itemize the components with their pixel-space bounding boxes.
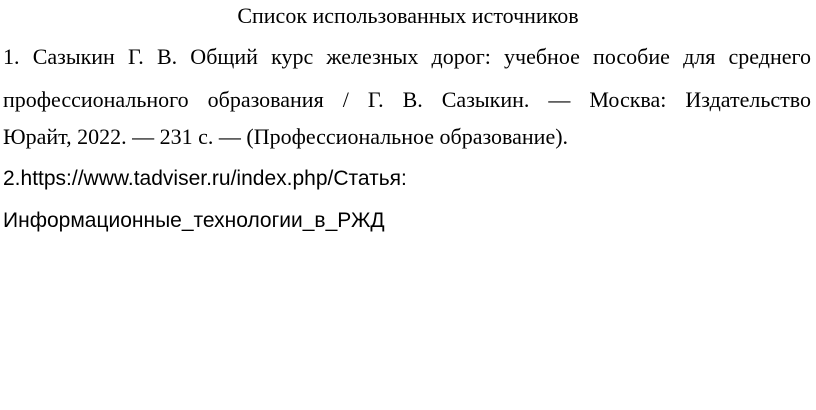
reference-1-line-1: 1. Сазыкин Г. В. Общий курс железных дорог: учебное пособие для среднего <box>3 44 811 69</box>
reference-2-url-line-2: Информационные_технологии_в_РЖД <box>3 209 385 232</box>
reference-1-line-2: профессионального образования / Г. В. Сазыкин. — Москва: Издательство <box>3 87 811 112</box>
references-title: Список использованных источников <box>237 3 579 28</box>
reference-2-url-line-1: 2.https://www.tadviser.ru/index.php/Статья: <box>3 167 407 190</box>
reference-1-line-3: Юрайт, 2022. — 231 с. — (Профессиональное образование). <box>3 124 569 149</box>
